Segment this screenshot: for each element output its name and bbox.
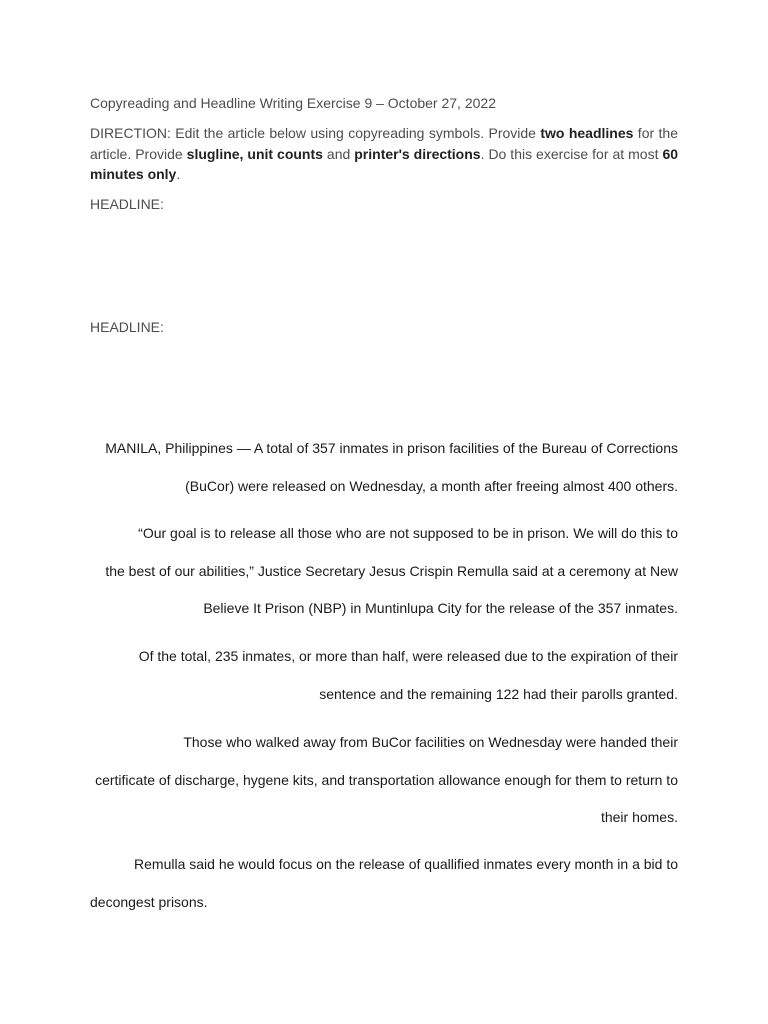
article-line: the best of our abilities,” Justice Secretary Jesus Crispin Remulla said at a ceremony at New [105,562,678,579]
exercise-title: Copyreading and Headline Writing Exercise 9 – October 27, 2022 [90,95,496,111]
headline-label-1: HEADLINE: [90,196,164,212]
article-line: Believe It Prison (NBP) in Muntinlupa City for the release of the 357 inmates. [203,600,678,616]
direction-text: and [322,145,355,162]
direction-text: Edit the article below using copyreading symbols. Provide [170,125,541,141]
article-line: decongest prisons. [90,893,208,910]
article-paragraph-1 [90,430,678,505]
article-line: Those who walked away from BuCor facilities on Wednesday were handed their [183,734,678,750]
article-paragraph-2 [90,515,678,628]
article-line: certificate of discharge, hygene kits, and transportation allowance enough for them to return to [95,771,678,788]
direction-text: . Do this exercise for at most [480,145,663,162]
article-line: Remulla said he would focus on the release of quallified inmates every month in a bid to [134,856,678,872]
direction-bold-printers-directions: printer's directions [354,145,481,162]
article-paragraph-4 [90,724,678,837]
article-line: their homes. [600,809,678,825]
direction-label: DIRECTION: [90,125,171,141]
article-line: MANILA, Philippines — A total of 357 inmates in prison facilities of the Bureau of Corrections [105,440,678,456]
article-paragraph-5 [90,846,678,921]
direction-text: . [176,166,181,182]
article-line: (BuCor) were released on Wednesday, a month after freeing almost 400 others. [185,477,678,494]
article-line: Of the total, 235 inmates, or more than half, were released due to the expiration of their [138,648,678,664]
direction-bold-slugline: slugline, unit counts [186,145,323,162]
headline-label-2: HEADLINE: [90,319,164,335]
article-line: sentence and the remaining 122 had their parolls granted. [319,685,678,702]
direction-text: for the article. Provide [90,125,678,162]
article-paragraph-3 [90,638,678,713]
article-line: “Our goal is to release all those who are not supposed to be in prison. We will do this to [138,525,678,541]
direction-bold-time-limit: 60 minutes only [90,145,679,182]
direction-paragraph [90,123,678,185]
direction-bold-two-headlines: two headlines [540,125,634,141]
